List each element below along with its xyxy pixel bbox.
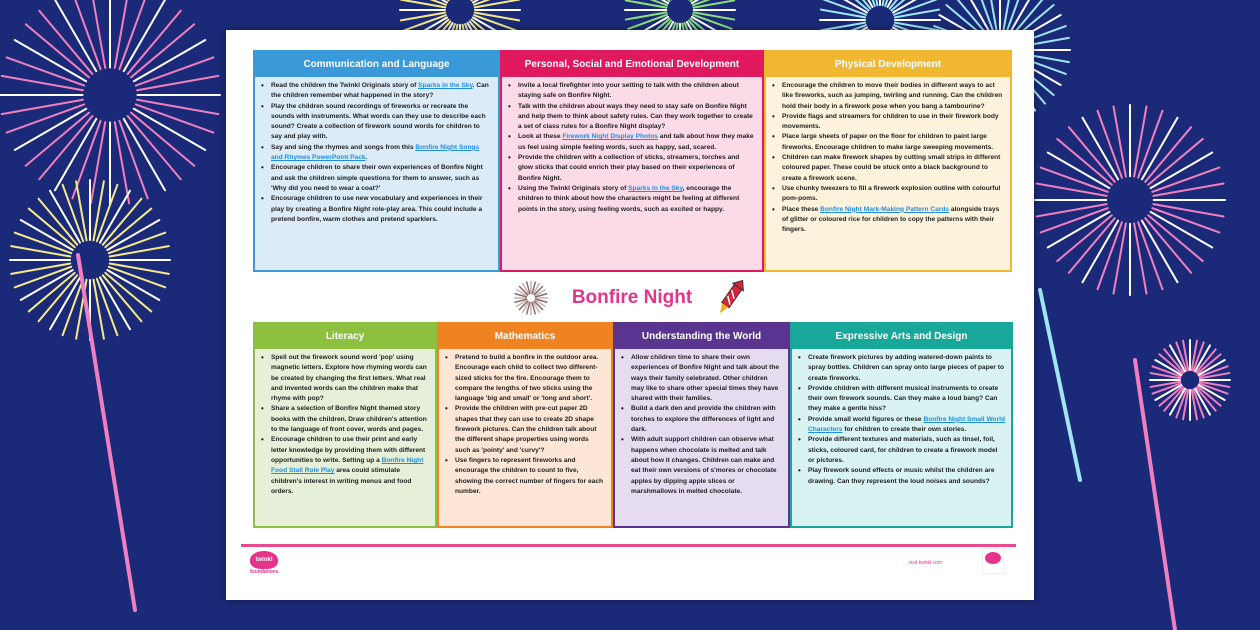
- item-text: Allow children time to share their own experiences of Bonfire Night and talk about the ways their family celebrated. Other children may like to share other special times they have shared with their families.: [631, 354, 780, 403]
- resource-link[interactable]: Firework Night Display Photos: [562, 133, 658, 141]
- panel-physical-development: [764, 50, 1012, 272]
- item-text: Use chunky tweezers to fill a firework explosion outline with colourful pom-poms.: [782, 184, 1001, 203]
- list-item: [772, 205, 1004, 236]
- panel-body: [255, 77, 498, 270]
- panel-heading: Mathematics: [439, 324, 611, 349]
- firework-burst-icon: [512, 279, 550, 317]
- item-text: Invite a local firefighter into your setting to talk with the children about staying safe on Bonfire Night.: [518, 82, 739, 100]
- item-text: Look at these: [518, 133, 563, 141]
- twinkl-foundations-logo: twinkl foundations: [250, 551, 279, 575]
- item-text: Encourage children to use new vocabulary and experiences in their play by creating a Bonfire Night role-play area. This could include a pretend bonfire, warm clothes and pretend sparklers.: [271, 195, 483, 223]
- item-text: Use fingers to represent fireworks and encourage the children to count to five, showing the correct number of fingers for each number.: [455, 456, 604, 495]
- item-text: Place these: [782, 205, 821, 213]
- firework-burst: [0, 0, 220, 205]
- list-item: [772, 184, 1004, 205]
- panel-understanding-the-world: [613, 322, 790, 528]
- list-item: [798, 466, 1005, 487]
- list-item: [772, 81, 1004, 112]
- footer-divider: [241, 544, 1016, 547]
- page-title: Bonfire Night: [571, 287, 693, 308]
- list-item: [445, 456, 605, 497]
- item-text: .: [365, 154, 368, 162]
- list-item: [261, 102, 492, 143]
- list-item: [798, 415, 1005, 436]
- item-text: Using the Twinkl Originals story of: [518, 184, 629, 192]
- item-text: Play the children sound recordings of fireworks or recreate the sounds with instruments. What words can they use to describe each sound? Create a collection of firework sound words for children to say and play with.: [271, 102, 486, 141]
- list-item: [261, 353, 429, 404]
- firework-burst: [1150, 340, 1230, 420]
- item-text: Talk with the children about ways they need to stay safe on Bonfire Night and help them to think about safety rules. Can they work together to create a set of class rules for a Bonfire Night display?: [518, 102, 753, 131]
- list-item: [261, 143, 492, 164]
- item-text: , encourage the children to think about how the characters might be feeling at different points in the story, using feeling words, such as excited or happy.: [518, 184, 740, 213]
- list-item: [508, 102, 756, 133]
- list-item: [772, 132, 1004, 153]
- firework-burst: [10, 180, 170, 340]
- panel-body: [502, 77, 762, 270]
- item-text: Provide children with different musical instruments to create their own firework sounds. Can they make a loud bang? Can they make a gentle hiss?: [808, 384, 999, 413]
- item-text: Encourage children to share their own experiences of Bonfire Night and ask the children simple questions for them to answer, such as 'Why did you need to wear a coat?': [271, 164, 483, 192]
- item-text: Pretend to build a bonfire in the outdoor area. Encourage each child to collect two different-sized sticks for the fire. Encourage them to compare the lengths of two sticks using the language 'big and small' or 'long and short'.: [455, 354, 599, 403]
- panel-body: [439, 349, 611, 526]
- item-text: area could stimulate children's interest in writing menus and food orders.: [271, 467, 412, 495]
- list-item: [621, 353, 782, 404]
- resource-link[interactable]: Bonfire Night Food Stall Role Play: [271, 456, 424, 475]
- list-item: [445, 404, 605, 455]
- panel-heading: Expressive Arts and Design: [792, 324, 1011, 349]
- item-text: Say and sing the rhymes and songs from this: [271, 143, 416, 151]
- panel-body: [792, 349, 1011, 526]
- item-text: Provide the children with pre-cut paper 2D shapes that they can use to create 2D shape firework pictures. Can the children talk about the different shape properties using words such as 'pointy' and 'curvy'?: [455, 405, 597, 454]
- item-text: Spell out the firework sound word 'pop' using magnetic letters. Explore how rhyming words can be created by changing the first letters. What real and invented words can the children make that rhyme with pop?: [271, 354, 427, 403]
- item-text: for children to create their own stories.: [842, 426, 967, 434]
- item-text: . Can the children remember what happened in the story?: [271, 82, 489, 100]
- panel-expressive-arts-and-design: [790, 322, 1013, 528]
- panel-personal-social-and-emotional-development: [500, 50, 764, 272]
- item-text: Read the children the Twinkl Originals story of: [271, 82, 419, 89]
- firework-burst: [1035, 105, 1225, 295]
- rocket-trail: [1040, 290, 1080, 480]
- list-item: [772, 112, 1004, 133]
- list-item: [798, 353, 1005, 384]
- resource-link[interactable]: Sparks in the Sky: [418, 82, 473, 89]
- panel-communication-and-language: [253, 50, 500, 272]
- panel-heading: Understanding the World: [615, 324, 788, 349]
- list-item: [508, 184, 756, 215]
- item-text: Create firework pictures by adding watered-down paints to spray bottles. Children can spray onto large pieces of paper to create fireworks.: [808, 354, 1005, 382]
- item-text: Share a selection of Bonfire Night themed story books with the children. Draw children's attention to the language of front cover, words and pages.: [271, 405, 427, 434]
- item-text: Children can make firework shapes by cutting small strips in different coloured paper. These could be stuck onto a black background to create a firework scene.: [782, 154, 1001, 182]
- item-text: Provide flags and streamers for children to use in their firework body movements.: [782, 112, 999, 131]
- panel-heading: Communication and Language: [255, 52, 498, 77]
- list-item: [508, 132, 756, 153]
- item-text: alongside trays of glitter or coloured rice for children to copy the patterns with their fingers.: [782, 205, 1000, 234]
- item-text: Place large sheets of paper on the floor for children to paint large fireworks. Encourage children to make large sweeping movements.: [782, 133, 994, 151]
- resource-link[interactable]: Bonfire Night Mark-Making Pattern Cards: [820, 205, 950, 213]
- panel-body: [255, 349, 435, 526]
- item-text: Build a dark den and provide the children with torches to explore the differences of light and dark.: [631, 405, 776, 434]
- panel-heading: Literacy: [255, 324, 435, 349]
- panel-heading: Physical Development: [766, 52, 1010, 77]
- item-text: Provide small world figures or these: [808, 415, 924, 423]
- resource-link[interactable]: Sparks in the Sky: [628, 184, 683, 192]
- panel-body: [615, 349, 788, 526]
- twinkl-logo-small: [982, 548, 1004, 574]
- item-text: Play firework sound effects or music whilst the children are drawing. Can they represent the loud noises and sounds?: [808, 467, 995, 485]
- resource-link[interactable]: Bonfire Night Small World Characters: [808, 415, 1006, 434]
- list-item: [261, 163, 492, 194]
- item-text: Encourage the children to move their bodies in different ways to act like fireworks, such as jumping, twirling and running. Can the children hold their body in a firework pose when you bang a tambourine?: [782, 82, 1003, 110]
- resource-link[interactable]: Bonfire Night Songs and Rhymes PowerPoint Pack: [271, 143, 480, 162]
- item-text: Encourage children to use their print and early letter knowledge by providing them with different opportunities to write. Setting up a: [271, 436, 426, 464]
- rocket-icon: [714, 279, 748, 317]
- item-text: Provide different textures and materials, such as tinsel, foil, sticks, coloured card, for children to create a firework model or pictures.: [808, 436, 998, 464]
- list-item: [621, 435, 782, 497]
- list-item: [261, 435, 429, 497]
- panel-mathematics: [437, 322, 613, 528]
- list-item: [621, 404, 782, 435]
- website-text[interactable]: visit twinkl.com: [908, 560, 942, 566]
- panel-literacy: [253, 322, 437, 528]
- item-text: and talk about how they make us feel using simple feeling words, such as happy, sad, scared.: [518, 133, 754, 151]
- title-row: [226, 278, 1034, 318]
- item-text: Provide the children with a collection of sticks, streamers, torches and glow sticks that could enrich their play based on their experiences of Bonfire Night.: [518, 154, 740, 182]
- list-item: [445, 353, 605, 404]
- list-item: [261, 81, 492, 102]
- list-item: [772, 153, 1004, 184]
- document-preview: [226, 30, 1034, 600]
- panel-heading: Personal, Social and Emotional Development: [502, 52, 762, 77]
- item-text: With adult support children can observe what happens when chocolate is melted and talk about how it changes. Children can make and eat their own versions of s'mores or chocolate apples by dipping apple slices or marshmallows in melted chocolate.: [631, 436, 777, 495]
- list-item: [798, 384, 1005, 415]
- list-item: [261, 194, 492, 225]
- list-item: [508, 81, 756, 102]
- list-item: [508, 153, 756, 184]
- list-item: [798, 435, 1005, 466]
- list-item: [261, 404, 429, 435]
- bottom-panels-row: [253, 322, 1013, 528]
- panel-body: [766, 77, 1010, 270]
- top-panels-row: [253, 50, 1012, 272]
